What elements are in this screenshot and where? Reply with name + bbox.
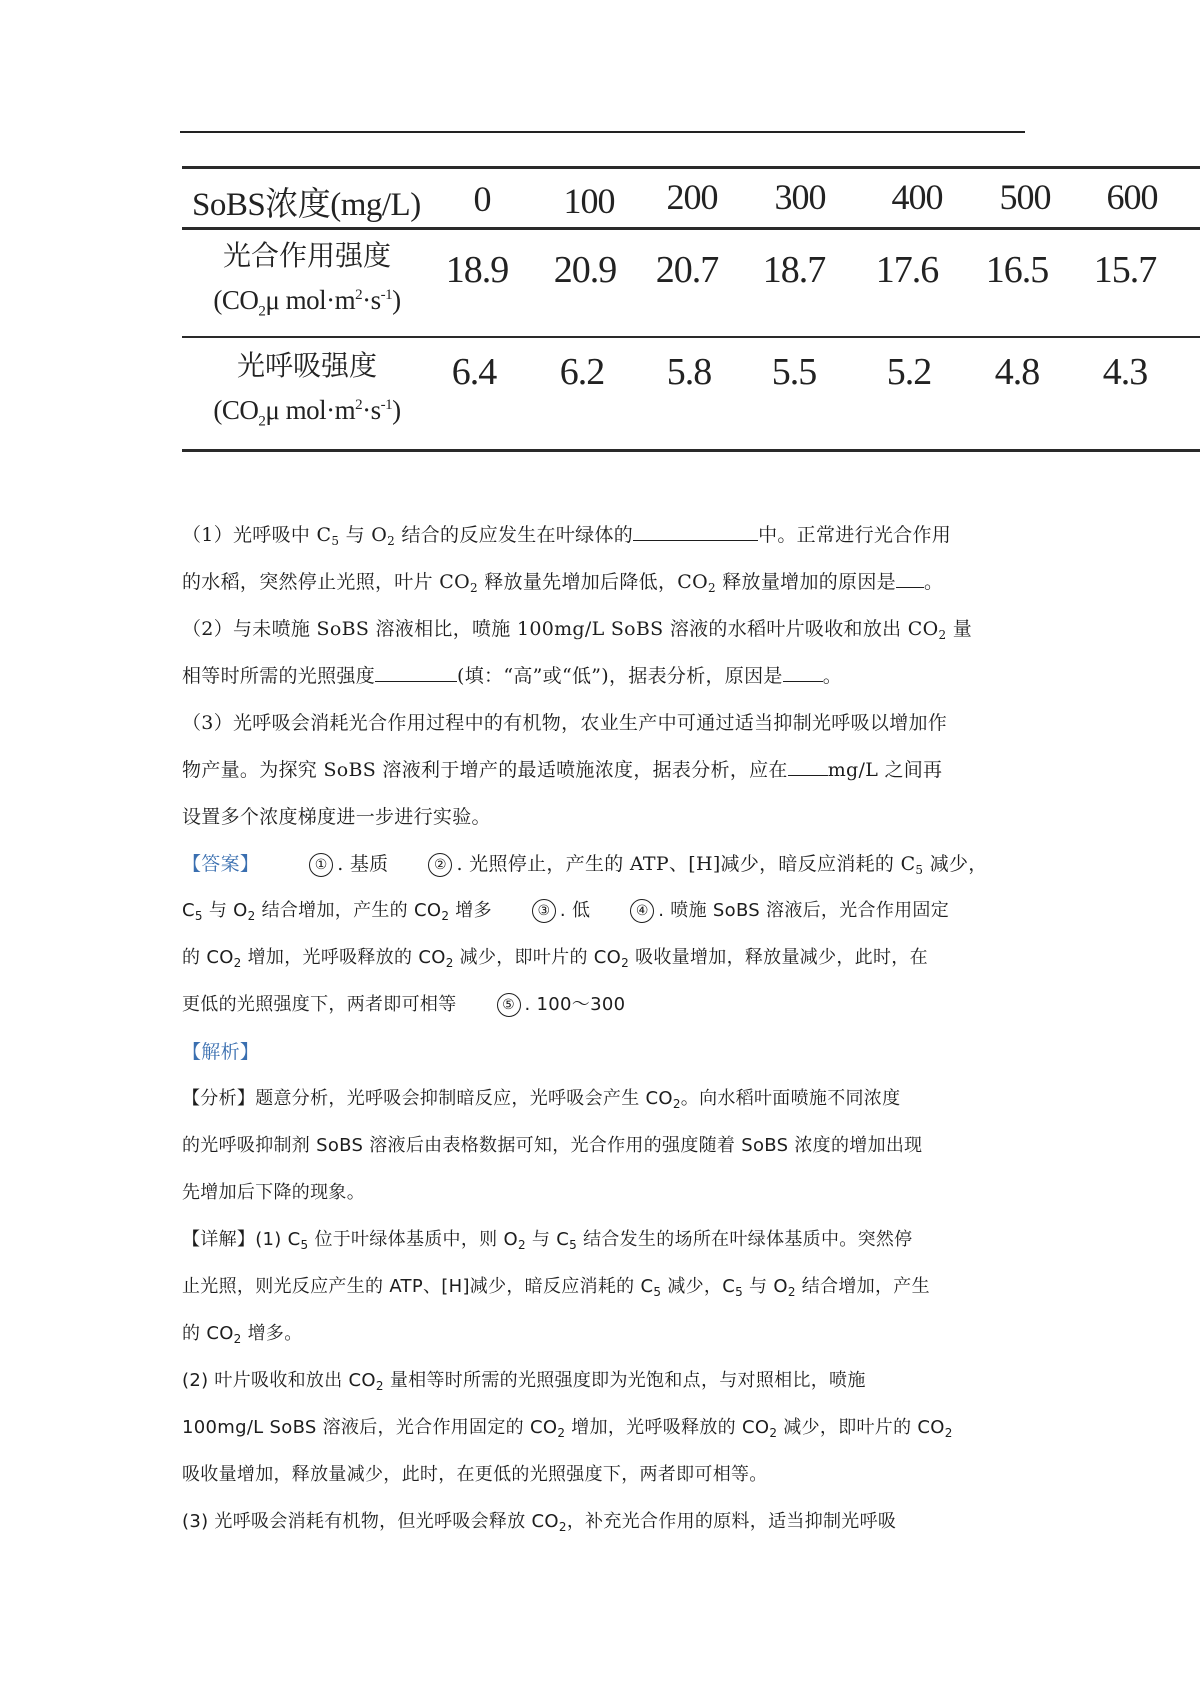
question-3-line-3: 设置多个浓度梯度进一步进行实验。 bbox=[182, 806, 491, 828]
ps-value: 18.7 bbox=[762, 249, 826, 291]
conc-200: 200 bbox=[666, 177, 718, 217]
row-label-text: 光合作用强度 bbox=[222, 239, 391, 272]
answer-line-2: $C_5$ 与 $O_2$ 结合增加，产生的 $CO_2$ 增多 ③ . 低 ④ . 喷施 SoBS 溶液后，光合作用固定 bbox=[182, 900, 950, 923]
pr-value: 5.8 bbox=[666, 351, 712, 393]
conc-0: 0 bbox=[473, 179, 491, 219]
row-unit: ($CO_2\mu$ $mol\cdot m^2\cdot s^{-1}$) bbox=[213, 285, 401, 320]
pr-value: 6.2 bbox=[559, 351, 605, 393]
analysis-tag: 【解析】 bbox=[182, 1041, 260, 1063]
question-2-line-2: 相等时所需的光照强度 (填：“高”或“低”)，据表分析，原因是 。 bbox=[182, 661, 842, 688]
pr-value: 5.2 bbox=[886, 351, 932, 393]
detail-2-line-2: 100mg/L SoBS 溶液后，光合作用固定的 $CO_2$ 增加，光呼吸释放的 $CO_2$ 减少，即叶片的 $CO_2$ bbox=[182, 1417, 953, 1440]
detail-3-line-1: (3) 光呼吸会消耗有机物，但光呼吸会释放 $CO_2$，补充光合作用的原料，适当抑制光呼吸 bbox=[182, 1511, 897, 1534]
detail-line-1: 【详解】(1) $C_5$ 位于叶绿体基质中，则 $O_2$ 与 $C_5$ 结合发生的场所在叶绿体基质中。突然停 bbox=[182, 1229, 913, 1252]
ps-value: 16.5 bbox=[985, 249, 1049, 291]
table-header-row bbox=[182, 166, 1200, 226]
row-unit: ($CO_2\mu$ $mol\cdot m^2\cdot s^{-1}$) bbox=[213, 395, 401, 430]
pr-value: 4.3 bbox=[1102, 351, 1148, 393]
question-1-line-2: 的水稻，突然停止光照，叶片 $CO_2$ 释放量先增加后降低，$CO_2$ 释放量增加的原因是 。 bbox=[182, 567, 943, 595]
answer-blank[interactable] bbox=[896, 567, 924, 588]
answer-blank[interactable] bbox=[633, 520, 758, 541]
question-3-line-1: （3）光呼吸会消耗光合作用过程中的有机物，农业生产中可通过适当抑制光呼吸以增加作 bbox=[182, 712, 948, 734]
detail-2-line-3: 吸收量增加，释放量减少，此时，在更低的光照强度下，两者即可相等。 bbox=[182, 1464, 768, 1485]
row-label-photosynthesis bbox=[192, 236, 422, 330]
table-row-photorespiration bbox=[182, 340, 1200, 444]
answer-tag: 【答案】 bbox=[182, 853, 260, 875]
ps-value: 18.9 bbox=[445, 249, 509, 291]
header-rule bbox=[180, 131, 1025, 133]
analysis-tag-line bbox=[182, 1037, 259, 1064]
answer-line-3: 的 $CO_2$ 增加，光呼吸释放的 $CO_2$ 减少，即叶片的 $CO_2$ 吸收量增加，释放量减少，此时，在 bbox=[182, 947, 928, 970]
detail-line-3: 的 $CO_2$ 增多。 bbox=[182, 1323, 303, 1346]
question-1-line-1: （1）光呼吸中 $C_5$ 与 $O_2$ 结合的反应发生在叶绿体的 中。正常进行光合作用 bbox=[182, 520, 951, 548]
detail-2-line-1: (2) 叶片吸收和放出 $CO_2$ 量相等时所需的光照强度即为光饱和点，与对照相比，喷施 bbox=[182, 1370, 866, 1393]
pr-value: 6.4 bbox=[451, 351, 497, 393]
answer-blank[interactable] bbox=[788, 755, 828, 776]
row-label-photorespiration bbox=[192, 346, 422, 440]
answer-line-4: 更低的光照强度下，两者即可相等 ⑤ . 100～300 bbox=[182, 994, 626, 1015]
ps-value: 20.7 bbox=[655, 249, 719, 291]
pr-value: 5.5 bbox=[771, 351, 817, 393]
analysis-line-2: 的光呼吸抑制剂 SoBS 溶液后由表格数据可知，光合作用的强度随着 SoBS 浓度的增加出现 bbox=[182, 1135, 923, 1156]
concentration-header: SoBS浓度(mg/L) bbox=[192, 187, 421, 223]
table-bottom-rule bbox=[182, 449, 1200, 452]
answer-line-1: 【答案】 ① . 基质 ② . 光照停止，产生的 ATP、[H]减少，暗反应消耗的 $C_5$ 减少， bbox=[182, 853, 988, 877]
ps-value: 20.9 bbox=[553, 249, 617, 291]
conc-500: 500 bbox=[999, 177, 1051, 217]
ps-value: 15.7 bbox=[1093, 249, 1157, 291]
conc-100: 100 bbox=[563, 181, 615, 221]
conc-300: 300 bbox=[774, 177, 826, 217]
analysis-line-1: 【分析】题意分析，光呼吸会抑制暗反应，光呼吸会产生 $CO_2$。向水稻叶面喷施不同浓度 bbox=[182, 1088, 901, 1111]
table-row-photosynthesis bbox=[182, 230, 1200, 334]
answer-blank[interactable] bbox=[783, 661, 823, 682]
analysis-line-3: 先增加后下降的现象。 bbox=[182, 1182, 365, 1203]
answer-blank[interactable] bbox=[375, 661, 457, 682]
pr-value: 4.8 bbox=[994, 351, 1040, 393]
conc-400: 400 bbox=[891, 177, 943, 217]
detail-line-2: 止光照，则光反应产生的 ATP、[H]减少，暗反应消耗的 $C_5$ 减少，$C_5$ 与 $O_2$ 结合增加，产生 bbox=[182, 1276, 930, 1299]
conc-600: 600 bbox=[1106, 177, 1158, 217]
question-3-line-2: 物产量。为探究 SoBS 溶液利于增产的最适喷施浓度，据表分析，应在 mg/L 之间再 bbox=[182, 755, 942, 782]
row-label-text: 光呼吸强度 bbox=[236, 349, 377, 382]
question-2-line-1: （2）与未喷施 SoBS 溶液相比，喷施 100mg/L SoBS 溶液的水稻叶片吸收和放出 $CO_2$ 量 bbox=[182, 618, 973, 642]
ps-value: 17.6 bbox=[875, 249, 939, 291]
table-mid-rule bbox=[182, 336, 1200, 338]
